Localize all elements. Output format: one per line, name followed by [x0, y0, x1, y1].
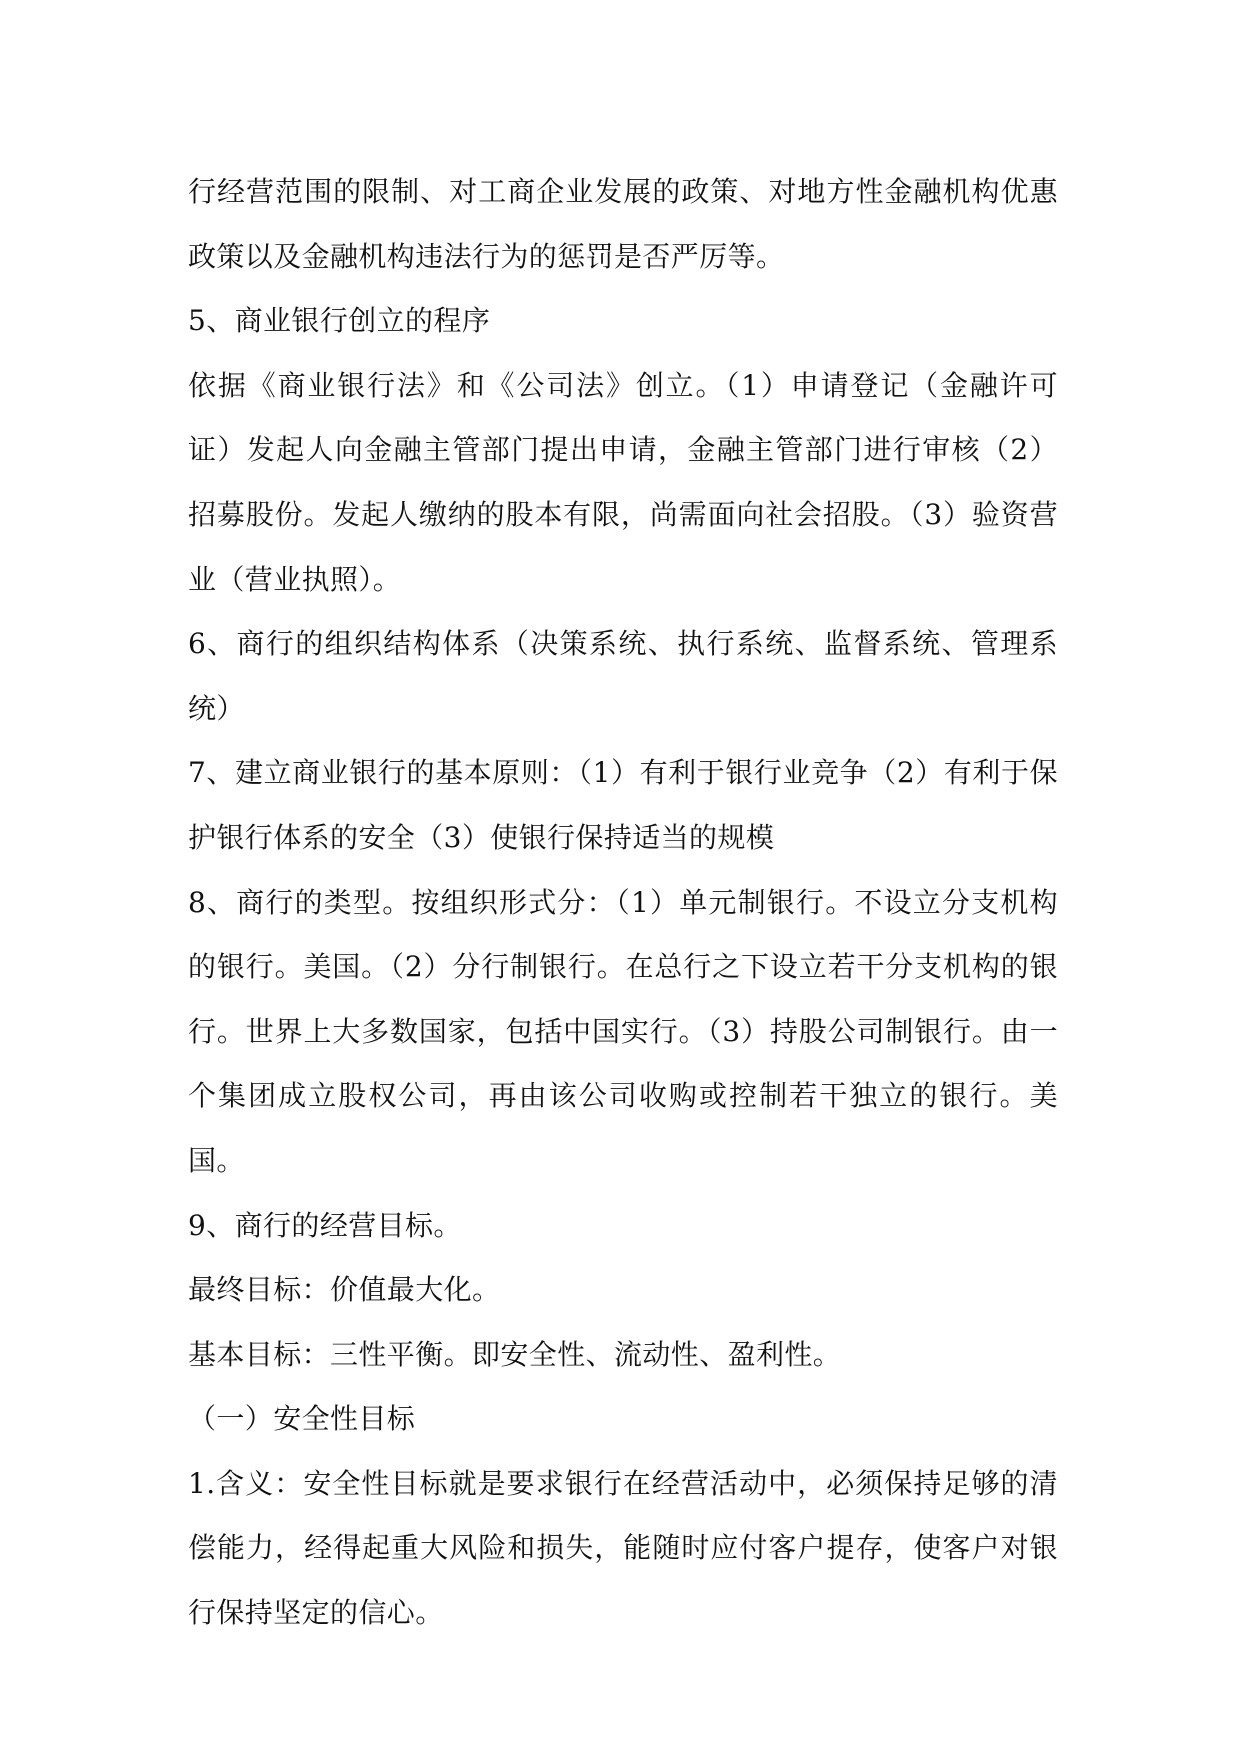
heading-8: 8、商行的类型。按组织形式分：（1）单元制银行。不设立分支机构的银行。美国。（2）分行制银行。在总行之下设立若干分支机构的银行。世界上大多数国家，包括中国实行。（3）持股公司制银行。由一个集团成立股权公司，再由该公司收购或控制若干独立的银行。美国。 [188, 885, 1058, 1177]
paragraph-founding-procedure: 依据《商业银行法》和《公司法》创立。（1）申请登记（金融许可证）发起人向金融主管部门提出申请，金融主管部门进行审核（2）招募股份。发起人缴纳的股本有限，尚需面向社会招股。（3）验资营业（营业执照）。 [188, 368, 1058, 596]
heading-9: 9、商行的经营目标。 [188, 1208, 462, 1242]
paragraph-basic-goal: 基本目标：三性平衡。即安全性、流动性、盈利性。 [188, 1337, 842, 1371]
heading-5: 5、商业银行创立的程序 [188, 304, 491, 338]
paragraph-final-goal: 最终目标：价值最大化。 [188, 1273, 501, 1307]
paragraph-continuation: 行经营范围的限制、对工商企业发展的政策、对地方性金融机构优惠政策以及金融机构违法行为的惩罚是否严厉等。 [188, 175, 1058, 273]
subheading-safety: （一）安全性目标 [188, 1402, 416, 1436]
paragraph-safety-definition: 1.含义：安全性目标就是要求银行在经营活动中，必须保持足够的清偿能力，经得起重大风险和损失，能随时应付客户提存，使客户对银行保持坚定的信心。 [188, 1466, 1058, 1630]
heading-6: 6、商行的组织结构体系（决策系统、执行系统、监督系统、管理系统） [188, 627, 1058, 725]
heading-7: 7、建立商业银行的基本原则：（1）有利于银行业竞争（2）有利于保护银行体系的安全（3）使银行保持适当的规模 [188, 756, 1058, 854]
document-body [188, 160, 1058, 1646]
